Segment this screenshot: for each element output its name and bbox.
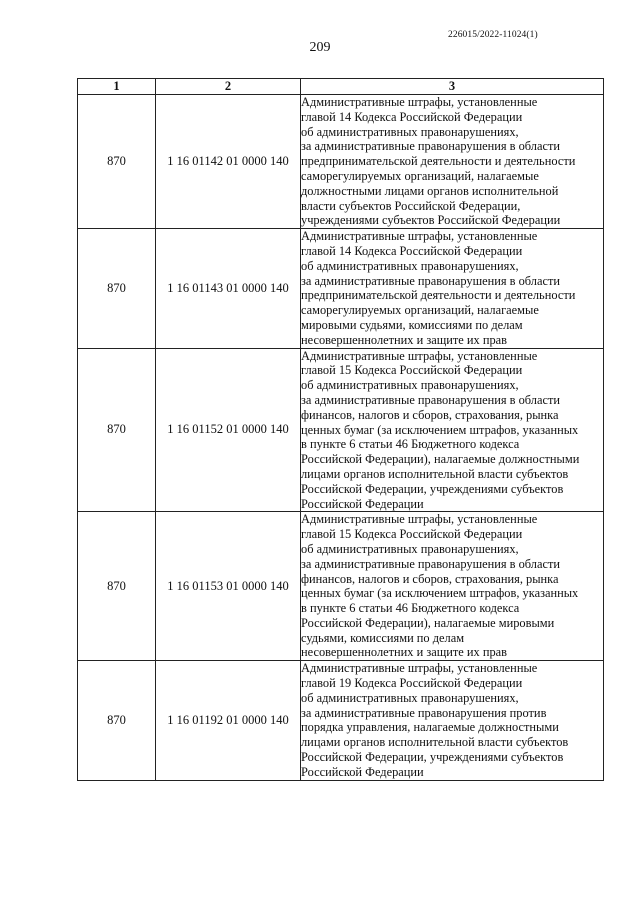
page-number: 209 xyxy=(309,40,331,55)
budget-classification-table xyxy=(77,78,604,781)
description-line: главой 15 Кодекса Российской Федерации xyxy=(301,363,523,378)
description-cell xyxy=(301,512,604,661)
column-header-3: 3 xyxy=(301,79,604,95)
table-row xyxy=(78,512,604,661)
description-line: финансов, налогов и сборов, страхования, рынка xyxy=(301,571,559,586)
description-line: мировыми судьями, комиссиями по делам xyxy=(301,317,523,332)
description-line: за административные правонарушения в области xyxy=(301,139,561,154)
description-line: Российской Федерации xyxy=(301,764,424,779)
description-line: об административных правонарушениях, xyxy=(301,124,519,139)
description-line: саморегулируемых организаций, налагаемые xyxy=(301,168,539,183)
budget-code-cell: 1 16 01192 01 0000 140 xyxy=(156,661,301,780)
description-line: главой 14 Кодекса Российской Федерации xyxy=(301,109,523,124)
budget-code-cell: 1 16 01152 01 0000 140 xyxy=(156,348,301,512)
budget-code-cell: 1 16 01153 01 0000 140 xyxy=(156,512,301,661)
description-line: Административные штрафы, установленные xyxy=(301,512,538,527)
description-cell xyxy=(301,348,604,512)
description-line: Российской Федерации, учреждениями субъектов xyxy=(301,750,564,765)
description-line: предпринимательской деятельности и деятельности xyxy=(301,154,576,169)
description-line: несовершеннолетних и защите их прав xyxy=(301,332,508,347)
column-header-2: 2 xyxy=(156,79,301,95)
description-line: Российской Федерации xyxy=(301,496,424,511)
table-row xyxy=(78,229,604,348)
column-header-1: 1 xyxy=(78,79,156,95)
description-line: об административных правонарушениях, xyxy=(301,690,519,705)
description-line: ценных бумаг (за исключением штрафов, указанных xyxy=(301,586,579,601)
description-line: Российской Федерации), налагаемые должностными xyxy=(301,452,580,467)
document-id: 226015/2022-11024(1) xyxy=(448,30,538,40)
description-line: ценных бумаг (за исключением штрафов, указанных xyxy=(301,422,579,437)
description-line: Административные штрафы, установленные xyxy=(301,661,538,676)
admin-code-cell: 870 xyxy=(78,661,156,780)
description-line: финансов, налогов и сборов, страхования, рынка xyxy=(301,407,559,422)
description-line: учреждениями субъектов Российской Федерации xyxy=(301,213,561,228)
admin-code-cell: 870 xyxy=(78,229,156,348)
table-body xyxy=(78,95,604,781)
description-line: Российской Федерации), налагаемые мировыми xyxy=(301,615,555,630)
description-line: лицами органов исполнительной власти субъектов xyxy=(301,735,569,750)
description-line: несовершеннолетних и защите их прав xyxy=(301,645,508,660)
description-line: Российской Федерации, учреждениями субъектов xyxy=(301,481,564,496)
description-line: порядка управления, налагаемые должностными xyxy=(301,720,559,735)
description-line: должностными лицами органов исполнительной xyxy=(301,183,559,198)
table-header-row xyxy=(78,79,604,95)
description-line: лицами органов исполнительной власти субъектов xyxy=(301,466,569,481)
description-line: Административные штрафы, установленные xyxy=(301,95,538,109)
budget-code-cell: 1 16 01143 01 0000 140 xyxy=(156,229,301,348)
description-cell xyxy=(301,229,604,348)
description-line: саморегулируемых организаций, налагаемые xyxy=(301,303,539,318)
description-line: за административные правонарушения в области xyxy=(301,273,561,288)
description-line: судьями, комиссиями по делам xyxy=(301,630,465,645)
description-line: предпринимательской деятельности и деятельности xyxy=(301,288,576,303)
table-row xyxy=(78,95,604,229)
description-line: за административные правонарушения против xyxy=(301,705,547,720)
table-row xyxy=(78,348,604,512)
table-row xyxy=(78,661,604,780)
admin-code-cell: 870 xyxy=(78,512,156,661)
description-line: власти субъектов Российской Федерации, xyxy=(301,198,521,213)
description-line: Административные штрафы, установленные xyxy=(301,229,538,244)
description-cell xyxy=(301,95,604,229)
budget-code-cell: 1 16 01142 01 0000 140 xyxy=(156,95,301,229)
description-line: главой 19 Кодекса Российской Федерации xyxy=(301,676,523,691)
description-line: в пункте 6 статьи 46 Бюджетного кодекса xyxy=(301,601,520,616)
description-line: главой 15 Кодекса Российской Федерации xyxy=(301,527,523,542)
description-line: об административных правонарушениях, xyxy=(301,378,519,393)
admin-code-cell: 870 xyxy=(78,348,156,512)
admin-code-cell: 870 xyxy=(78,95,156,229)
description-line: за административные правонарушения в области xyxy=(301,392,561,407)
description-line: об административных правонарушениях, xyxy=(301,541,519,556)
description-line: главой 14 Кодекса Российской Федерации xyxy=(301,243,523,258)
description-line: за административные правонарушения в области xyxy=(301,556,561,571)
description-line: в пункте 6 статьи 46 Бюджетного кодекса xyxy=(301,437,520,452)
description-line: Административные штрафы, установленные xyxy=(301,348,538,363)
description-line: об административных правонарушениях, xyxy=(301,258,519,273)
description-cell xyxy=(301,661,604,780)
